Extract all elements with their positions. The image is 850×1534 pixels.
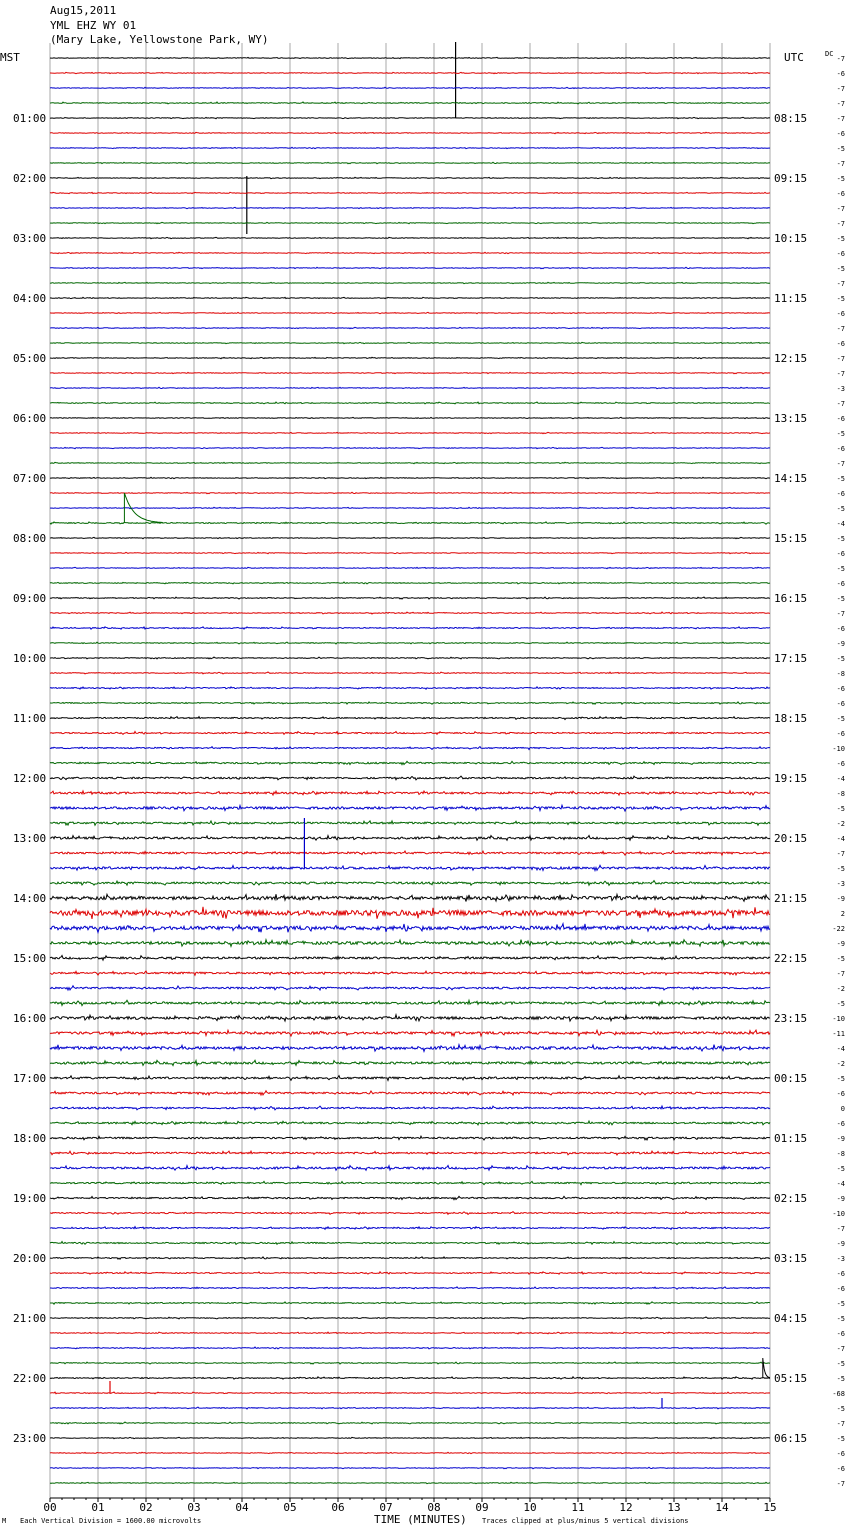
- dc-offset: -5: [836, 1315, 845, 1323]
- dc-offset: -5: [836, 655, 845, 663]
- dc-offset: -7: [836, 160, 845, 168]
- trace-line: [50, 582, 770, 584]
- trace-line: [50, 865, 770, 870]
- trace-line: [50, 1347, 770, 1349]
- trace-line: [50, 1196, 770, 1199]
- hour-label-right: 21:15: [774, 892, 808, 905]
- hour-label-right: 05:15: [774, 1372, 808, 1385]
- trace-line: [50, 894, 770, 901]
- trace-line: [50, 776, 770, 780]
- trace-line: [50, 342, 770, 343]
- dc-offset: -7: [836, 1480, 845, 1488]
- hour-label-right: 06:15: [774, 1432, 808, 1445]
- trace-line: [50, 1272, 770, 1274]
- trace-line: [50, 907, 770, 919]
- dc-offset: -5: [836, 1360, 845, 1368]
- dc-offset: -2: [836, 820, 845, 828]
- trace-line: [50, 702, 770, 704]
- trace-line: [50, 1076, 770, 1081]
- dc-offset: -7: [836, 85, 845, 93]
- trace-line: [50, 1467, 770, 1468]
- x-tick-label: 09: [475, 1501, 489, 1514]
- dc-offset: -6: [836, 415, 845, 423]
- hour-label-left: 08:00: [13, 532, 47, 545]
- location-label: (Mary Lake, Yellowstone Park, WY): [50, 33, 269, 46]
- hour-label-left: 02:00: [13, 172, 47, 185]
- trace-line: [50, 1121, 770, 1125]
- trace-line: [50, 162, 770, 163]
- trace-line: [50, 687, 770, 689]
- dc-offset: -6: [836, 580, 845, 588]
- trace-line: [50, 282, 770, 283]
- trace-line: [50, 851, 770, 855]
- trace-line: [50, 1302, 770, 1304]
- dc-label: DC: [825, 50, 834, 58]
- dc-offset: -11: [832, 1030, 845, 1038]
- dc-offset: -6: [836, 625, 845, 633]
- trace-line: [50, 836, 770, 841]
- hour-label-left: 14:00: [13, 892, 47, 905]
- x-tick-label: 12: [619, 1501, 633, 1514]
- dc-offset: -6: [836, 1090, 845, 1098]
- station-label: YML EHZ WY 01: [50, 18, 137, 32]
- trace-line: [50, 462, 770, 463]
- trace-line: [50, 1166, 770, 1171]
- trace-line: [50, 732, 770, 735]
- trace-line: [50, 805, 770, 811]
- dc-offset: -5: [836, 145, 845, 153]
- trace-line: [50, 971, 770, 975]
- x-tick-label: 06: [331, 1501, 345, 1514]
- dc-offset: -5: [836, 475, 845, 483]
- x-tick-label: 02: [139, 1501, 153, 1514]
- x-axis-ticks: [43, 1498, 776, 1514]
- dc-offset: -9: [836, 940, 845, 948]
- hour-label-right: 12:15: [774, 352, 808, 365]
- event-signal: [763, 1358, 770, 1378]
- footer-mark: M: [2, 1517, 7, 1525]
- trace-line: [50, 1257, 770, 1259]
- trace-line: [50, 1015, 770, 1021]
- dc-offset: 2: [840, 910, 845, 918]
- date-label: Aug15,2011: [50, 4, 117, 17]
- trace-line: [50, 402, 770, 404]
- trace-line: [50, 956, 770, 961]
- x-tick-label: 03: [187, 1501, 201, 1514]
- hour-label-right: 13:15: [774, 412, 808, 425]
- dc-offset: -4: [836, 835, 845, 843]
- trace-line: [50, 252, 770, 253]
- dc-offset: -5: [836, 865, 845, 873]
- dc-offset: -4: [836, 1045, 845, 1053]
- hour-label-right: 15:15: [774, 532, 808, 545]
- hour-label-right: 14:15: [774, 472, 808, 485]
- trace-line: [50, 297, 770, 298]
- hour-label-left: 23:00: [13, 1432, 47, 1445]
- dc-offset: -7: [836, 325, 845, 333]
- hour-label-right: 08:15: [774, 112, 808, 125]
- hour-label-right: 02:15: [774, 1192, 808, 1205]
- trace-line: [50, 177, 770, 178]
- hour-label-right: 19:15: [774, 772, 808, 785]
- trace-line: [50, 1091, 770, 1095]
- trace-line: [50, 1030, 770, 1036]
- hour-label-left: 18:00: [13, 1132, 47, 1145]
- dc-offset: -5: [836, 175, 845, 183]
- hour-label-right: 22:15: [774, 952, 808, 965]
- dc-offset: -5: [836, 805, 845, 813]
- trace-line: [50, 1060, 770, 1065]
- dc-offset: -6: [836, 490, 845, 498]
- dc-offset: -5: [836, 1000, 845, 1008]
- trace-line: [50, 447, 770, 448]
- dc-offset: -6: [836, 730, 845, 738]
- dc-offset: -7: [836, 370, 845, 378]
- dc-offset: -5: [836, 1405, 845, 1413]
- trace-line: [50, 1332, 770, 1334]
- dc-offset: -6: [836, 250, 845, 258]
- x-tick-label: 10: [523, 1501, 537, 1514]
- hour-label-left: 06:00: [13, 412, 47, 425]
- trace-line: [50, 477, 770, 478]
- hour-label-right: 09:15: [774, 172, 808, 185]
- trace-group: [50, 42, 770, 1484]
- dc-offset: -9: [836, 1240, 845, 1248]
- hour-label-right: 01:15: [774, 1132, 808, 1145]
- dc-offset: -6: [836, 1120, 845, 1128]
- trace-line: [50, 492, 770, 493]
- trace-line: [50, 72, 770, 73]
- trace-line: [50, 1212, 770, 1215]
- dc-offset: -68: [832, 1390, 845, 1398]
- hour-label-right: 16:15: [774, 592, 808, 605]
- trace-line: [50, 1000, 770, 1005]
- hour-label-left: 22:00: [13, 1372, 47, 1385]
- x-axis-title: TIME (MINUTES): [374, 1513, 467, 1526]
- hour-label-right: 23:15: [774, 1012, 808, 1025]
- trace-line: [50, 57, 770, 58]
- trace-line: [50, 672, 770, 674]
- trace-line: [50, 192, 770, 193]
- trace-line: [50, 1362, 770, 1364]
- hour-label-left: 12:00: [13, 772, 47, 785]
- trace-line: [50, 717, 770, 720]
- dc-offset: -5: [836, 1165, 845, 1173]
- hour-label-left: 05:00: [13, 352, 47, 365]
- trace-line: [50, 357, 770, 358]
- trace-line: [50, 537, 770, 538]
- hour-label-right: 20:15: [774, 832, 808, 845]
- dc-offset: -7: [836, 55, 845, 63]
- dc-offset: -7: [836, 970, 845, 978]
- trace-line: [50, 881, 770, 886]
- dc-offset: -5: [836, 1075, 845, 1083]
- dc-offset: -4: [836, 775, 845, 783]
- dc-offset: -10: [832, 1015, 845, 1023]
- hour-label-left: 13:00: [13, 832, 47, 845]
- dc-offset: -9: [836, 895, 845, 903]
- x-tick-label: 04: [235, 1501, 249, 1514]
- minute-grid: [50, 43, 770, 1498]
- x-tick-label: 11: [571, 1501, 585, 1514]
- trace-line: [50, 417, 770, 418]
- trace-line: [50, 657, 770, 659]
- trace-line: [50, 387, 770, 388]
- dc-offset: -6: [836, 760, 845, 768]
- dc-offset: -7: [836, 355, 845, 363]
- dc-offset: -7: [836, 220, 845, 228]
- dc-offset: -6: [836, 130, 845, 138]
- dc-offset: -6: [836, 700, 845, 708]
- dc-offset: -9: [836, 1135, 845, 1143]
- x-tick-label: 01: [91, 1501, 105, 1514]
- trace-line: [50, 267, 770, 268]
- hour-label-right: 10:15: [774, 232, 808, 245]
- dc-offset: -3: [836, 880, 845, 888]
- trace-line: [50, 761, 770, 764]
- hour-label-left: 07:00: [13, 472, 47, 485]
- dc-offset: -5: [836, 295, 845, 303]
- trace-line: [50, 1452, 770, 1453]
- dc-offset: -7: [836, 280, 845, 288]
- dc-offset: -5: [836, 505, 845, 513]
- x-tick-label: 13: [667, 1501, 681, 1514]
- dc-offset: -6: [836, 190, 845, 198]
- hour-label-left: 04:00: [13, 292, 47, 305]
- dc-offset: -10: [832, 745, 845, 753]
- trace-line: [50, 1422, 770, 1424]
- trace-line: [50, 924, 770, 933]
- dc-offset: -6: [836, 70, 845, 78]
- trace-line: [50, 1181, 770, 1184]
- dc-offset: -7: [836, 1225, 845, 1233]
- dc-offset: -5: [836, 430, 845, 438]
- trace-line: [50, 132, 770, 133]
- dc-offset: -9: [836, 1195, 845, 1203]
- dc-offset: -6: [836, 1330, 845, 1338]
- hour-label-left: 10:00: [13, 652, 47, 665]
- dc-offset: -7: [836, 1345, 845, 1353]
- hour-label-right: 11:15: [774, 292, 808, 305]
- trace-line: [50, 552, 770, 553]
- hour-label-left: 09:00: [13, 592, 47, 605]
- trace-line: [50, 507, 770, 508]
- dc-offset: -6: [836, 550, 845, 558]
- hour-label-right: 03:15: [774, 1252, 808, 1265]
- trace-line: [50, 432, 770, 433]
- dc-offset: -8: [836, 790, 845, 798]
- hour-label-right: 17:15: [774, 652, 808, 665]
- dc-offset: -5: [836, 235, 845, 243]
- hour-label-left: 01:00: [13, 112, 47, 125]
- trace-line: [50, 1227, 770, 1230]
- dc-offset: -3: [836, 385, 845, 393]
- trace-line: [50, 222, 770, 223]
- trace-line: [50, 1317, 770, 1319]
- trace-line: [50, 791, 770, 795]
- dc-offset: -6: [836, 1285, 845, 1293]
- dc-offset: -5: [836, 595, 845, 603]
- trace-line: [50, 1377, 770, 1379]
- dc-offset: -9: [836, 640, 845, 648]
- dc-offset: -5: [836, 535, 845, 543]
- dc-offset: -5: [836, 1300, 845, 1308]
- dc-offset: -7: [836, 115, 845, 123]
- x-tick-label: 08: [427, 1501, 441, 1514]
- dc-offset: -8: [836, 1150, 845, 1158]
- dc-offset: -4: [836, 1180, 845, 1188]
- trace-line: [50, 1392, 770, 1394]
- x-tick-label: 14: [715, 1501, 729, 1514]
- dc-offset: -6: [836, 1465, 845, 1473]
- dc-offset: -7: [836, 460, 845, 468]
- dc-offset: -6: [836, 310, 845, 318]
- trace-line: [50, 940, 770, 947]
- trace-line: [50, 327, 770, 328]
- trace-line: [50, 147, 770, 148]
- dc-offset: 0: [840, 1105, 845, 1113]
- trace-line: [50, 102, 770, 104]
- dc-offset: -5: [836, 1435, 845, 1443]
- trace-line: [50, 612, 770, 614]
- hour-label-right: 04:15: [774, 1312, 808, 1325]
- dc-offset: -10: [832, 1210, 845, 1218]
- x-tick-label: 15: [763, 1501, 777, 1514]
- left-axis-title: MST: [0, 51, 20, 64]
- trace-line: [50, 567, 770, 568]
- dc-offset: -22: [832, 925, 845, 933]
- dc-offset: -5: [836, 265, 845, 273]
- trace-line: [50, 87, 770, 88]
- hour-label-right: 00:15: [774, 1072, 808, 1085]
- dc-offset: -5: [836, 1375, 845, 1383]
- trace-line: [50, 1242, 770, 1245]
- trace-line: [50, 642, 770, 644]
- trace-line: [50, 1287, 770, 1289]
- trace-line: [50, 821, 770, 825]
- dc-offset: -5: [836, 565, 845, 573]
- trace-line: [50, 627, 770, 629]
- trace-line: [50, 312, 770, 313]
- hour-label-left: 21:00: [13, 1312, 47, 1325]
- x-tick-label: 05: [283, 1501, 297, 1514]
- dc-offset: -6: [836, 445, 845, 453]
- trace-line: [50, 1136, 770, 1140]
- hour-label-left: 17:00: [13, 1072, 47, 1085]
- dc-offset: -3: [836, 1255, 845, 1263]
- x-tick-label: 00: [43, 1501, 57, 1514]
- x-tick-label: 07: [379, 1501, 393, 1514]
- hour-label-left: 20:00: [13, 1252, 47, 1265]
- dc-offset: -7: [836, 610, 845, 618]
- dc-offset: -6: [836, 685, 845, 693]
- dc-offset: -7: [836, 1420, 845, 1428]
- dc-offset: -4: [836, 520, 845, 528]
- trace-line: [50, 1437, 770, 1438]
- footer-clip: Traces clipped at plus/minus 5 vertical divisions: [482, 1517, 689, 1525]
- trace-line: [50, 372, 770, 373]
- dc-offset: -2: [836, 985, 845, 993]
- trace-line: [50, 117, 770, 118]
- trace-line: [50, 1045, 770, 1052]
- dc-offset: -2: [836, 1060, 845, 1068]
- dc-offset: -5: [836, 715, 845, 723]
- hour-label-right: 18:15: [774, 712, 808, 725]
- dc-offset: -7: [836, 400, 845, 408]
- footer-scale: Each Vertical Division = 1600.00 microvolts: [20, 1517, 202, 1525]
- dc-offset: -8: [836, 670, 845, 678]
- trace-line: [50, 597, 770, 599]
- dc-offset: -7: [836, 205, 845, 213]
- dc-offset: -6: [836, 1450, 845, 1458]
- hour-label-left: 19:00: [13, 1192, 47, 1205]
- trace-line: [50, 1151, 770, 1155]
- dc-offset-labels: [832, 55, 845, 1488]
- trace-line: [50, 237, 770, 238]
- dc-offset: -5: [836, 955, 845, 963]
- hour-label-left: 11:00: [13, 712, 47, 725]
- trace-line: [50, 986, 770, 990]
- dc-offset: -6: [836, 340, 845, 348]
- hour-label-left: 16:00: [13, 1012, 47, 1025]
- dc-offset: -7: [836, 850, 845, 858]
- trace-line: [50, 1106, 770, 1110]
- trace-line: [50, 207, 770, 208]
- trace-line: [50, 747, 770, 750]
- trace-line: [50, 1482, 770, 1483]
- dc-offset: -6: [836, 1270, 845, 1278]
- right-axis-title: UTC: [784, 51, 804, 64]
- dc-offset: -7: [836, 100, 845, 108]
- hour-label-left: 03:00: [13, 232, 47, 245]
- hour-label-left: 15:00: [13, 952, 47, 965]
